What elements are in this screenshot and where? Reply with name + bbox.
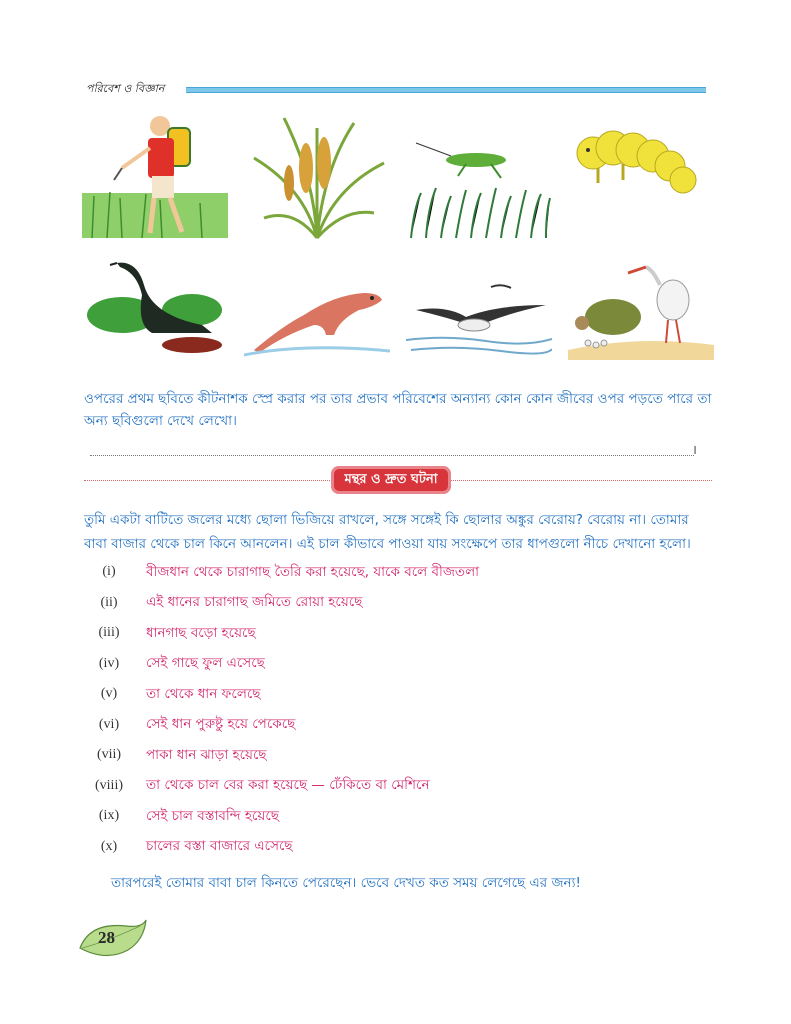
- list-item: [84, 562, 479, 582]
- seagull-icon: [406, 255, 552, 360]
- step-number: (i): [102, 564, 116, 579]
- step-number: (iv): [98, 655, 120, 671]
- step-text: তা থেকে ধান ফলেছে: [146, 685, 261, 702]
- step-number: (ix): [98, 808, 120, 823]
- list-item: [84, 593, 362, 613]
- step-text: পাকা ধান ঝাড়া হয়েছে: [146, 746, 267, 763]
- section-heading: মন্থর ও দ্রুত ঘটনা: [331, 466, 451, 494]
- paddy-plant-icon: [244, 108, 390, 243]
- step-text: বীজধান থেকে চারাগাছ তৈরি করা হয়েছে, যাকে বলে বীজতলা: [146, 563, 480, 580]
- heron-and-turtle-icon: [568, 255, 714, 360]
- list-item: [84, 684, 261, 704]
- step-number: (x): [100, 838, 118, 854]
- list-item: [84, 745, 267, 765]
- illustration-row-1: [82, 108, 714, 243]
- step-number: (vii): [96, 747, 122, 762]
- step-text: চালের বস্তা বাজারে এসেছে: [146, 838, 293, 854]
- illustration-row-2: [82, 255, 714, 360]
- step-number: (ii): [100, 594, 118, 610]
- step-text: সেই চাল বস্তাবন্দি হয়েছে: [146, 807, 279, 824]
- step-text: ধানগাছ বড়ো হয়েছে: [146, 624, 256, 641]
- list-item: [84, 837, 293, 857]
- step-number: (v): [100, 686, 118, 701]
- list-item: [84, 715, 295, 735]
- step-number: (iii): [98, 625, 120, 640]
- cormorant-bird-icon: [82, 255, 228, 360]
- person-spraying-icon: [82, 108, 228, 243]
- grasshopper-icon: [406, 108, 552, 243]
- step-number: (viii): [95, 777, 123, 793]
- running-header-title: পরিবেশ ও বিজ্ঞান: [86, 82, 165, 95]
- closing-paragraph: তারপরেই তোমার বাবা চাল কিনতে পেরেছেন। ভেবে দেখত কত সময় লেগেছে এর জন্য!: [111, 875, 581, 891]
- list-item: [84, 623, 256, 643]
- activity-question: ওপরের প্রথম ছবিতে কীটনাশক স্প্রে করার পর তার প্রভাব পরিবেশের অন্যান্য কোন কোন জীবের ওপর পড়তে পারে তা অন্য ছবিগুলো দেখে লেখো।: [84, 391, 712, 429]
- otter-icon: [244, 255, 390, 360]
- page-number: 28: [98, 928, 115, 947]
- answer-line-end: ।: [692, 443, 697, 458]
- answer-line[interactable]: [90, 441, 694, 456]
- step-number: (vi): [98, 716, 120, 732]
- intro-paragraph: তুমি একটা বাটিতে জলের মধ্যে ছোলা ভিজিয়ে রাখলে, সঙ্গে সঙ্গেই কি ছোলার অঙ্কুর বেরোয়? বেরোয় না। তোমার বাবা বাজার থেকে চাল কিনে আনলেন। এই চাল কীভাবে পাওয়া যায় সংক্ষেপে তার ধাপগুলো নীচে দেখানো হলো।: [84, 512, 691, 552]
- list-item: [84, 806, 279, 826]
- step-text: এই ধানের চারাগাছ জমিতে রোয়া হয়েছে: [146, 594, 363, 610]
- header-rule: [186, 87, 706, 93]
- caterpillar-icon: [568, 108, 714, 243]
- list-item: [84, 776, 430, 796]
- list-item: [84, 654, 265, 674]
- step-text: সেই ধান পুরুষ্টু হয়ে পেকেছে: [146, 716, 296, 732]
- step-text: সেই গাছে ফুল এসেছে: [146, 655, 265, 671]
- step-text: তা থেকে চাল বের করা হয়েছে — ঢেঁকিতে বা মেশিনে: [146, 777, 430, 793]
